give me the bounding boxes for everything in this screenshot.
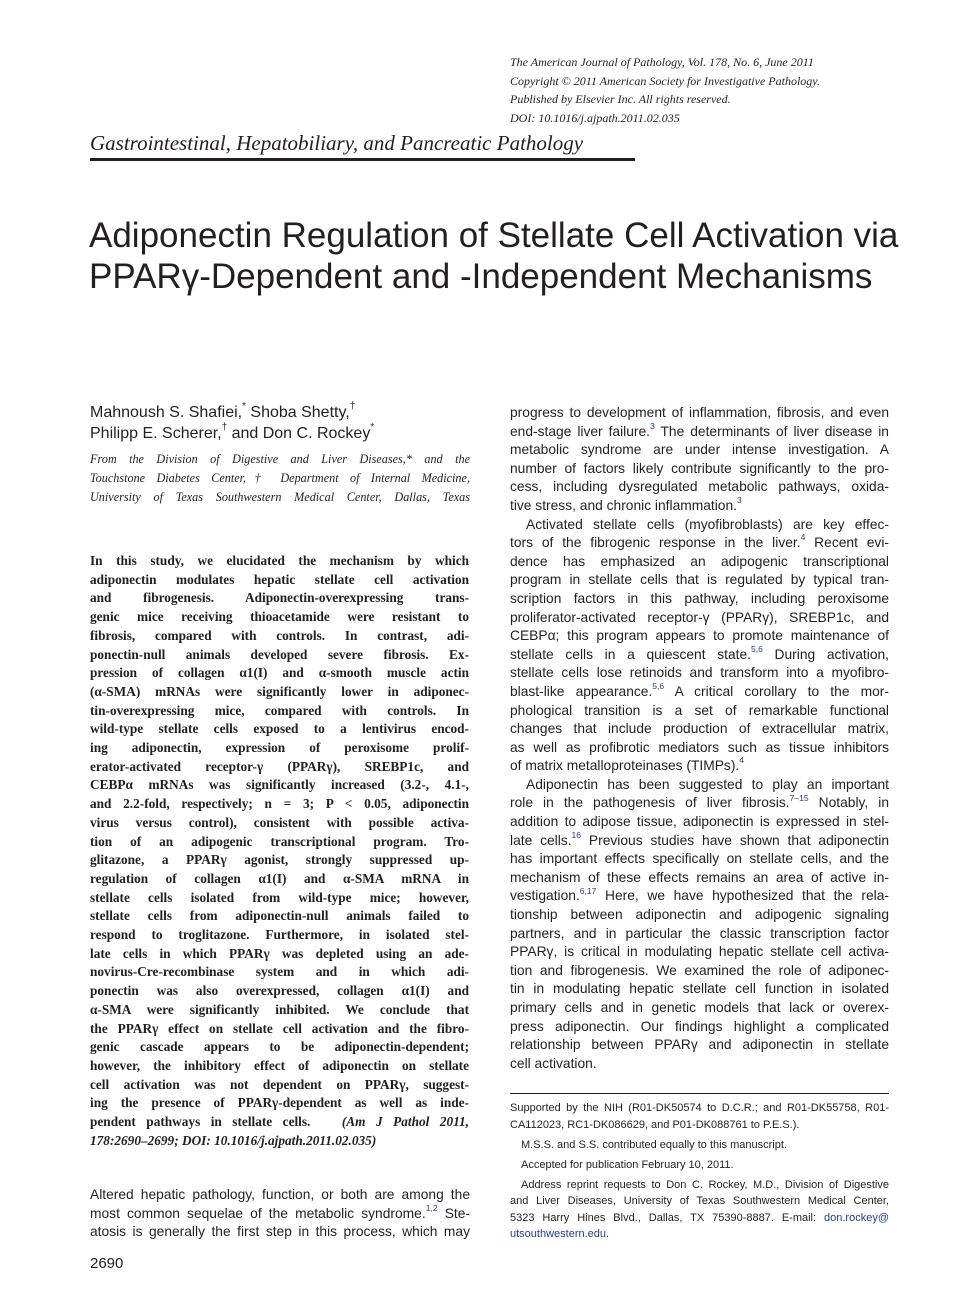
author-mark: † xyxy=(349,401,356,413)
body-line: Activated stellate cells (myofibroblasts) are key effec- xyxy=(526,516,889,532)
footnote-address-cont xyxy=(510,1210,889,1227)
body-line: scription factors in this pathway, including peroxisome xyxy=(510,590,889,606)
authors-line-2 xyxy=(90,423,490,444)
text-run: 5323 Harry Hines Blvd., Dallas, TX 75390-8887. E-mail: xyxy=(510,1211,825,1224)
text-run: stellate cells in a quiescent state. xyxy=(510,646,751,662)
footnote-address-cont: and Liver Diseases, University of Texas Southwestern Medical Center, xyxy=(510,1195,889,1207)
body-line: cell activation. xyxy=(510,1055,597,1071)
abstract-line: novirus-Cre-recombinase system and in which adi- xyxy=(90,964,469,980)
abstract-line xyxy=(90,1113,469,1132)
authors-line-1 xyxy=(90,402,490,423)
body-line: PPARγ, is critical in modulating hepatic stellate cell activa- xyxy=(510,944,889,960)
abstract-line: respond to troglitazone. Furthermore, in isolated stel- xyxy=(90,927,469,943)
abstract-line: pression of collagen α1(I) and α-smooth muscle actin xyxy=(90,665,469,681)
citation-ref[interactable]: 3 xyxy=(650,422,655,431)
citation-ref[interactable]: 4 xyxy=(739,757,745,766)
abstract xyxy=(90,552,469,1151)
abstract-line: (α-SMA) mRNAs were significantly lower in adiponec- xyxy=(90,683,469,699)
abstract-line: cell activation was not dependent on PPARγ, suggest- xyxy=(90,1076,469,1092)
body-line: stellate cells lose retinoids and transform into a myofibro- xyxy=(510,665,889,681)
abstract-line: ing adiponectin, expression of peroxisome prolif- xyxy=(90,740,469,756)
footnote-rule xyxy=(510,1093,889,1094)
body-line xyxy=(510,832,889,851)
body-line xyxy=(510,497,889,516)
abstract-line: and 2.2-fold, respectively; n = 3; P < 0.05, adiponectin xyxy=(90,796,469,812)
citation-ref[interactable]: 4 xyxy=(800,534,806,543)
author-rockey: and Don C. Rockey xyxy=(227,425,371,442)
abstract-line: genic mice receiving thioacetamide were resistant to xyxy=(90,609,469,625)
abstract-line: ing the presence of PPARγ-dependent as well as inde- xyxy=(90,1095,469,1111)
body-line: tionship between adiponectin and adipogenic signaling xyxy=(510,907,889,923)
abstract-line: and fibrogenesis. Adiponectin-overexpressing trans- xyxy=(90,590,469,606)
citation-ref[interactable]: 1,2 xyxy=(425,1204,438,1213)
abstract-line: stellate cells isolated from wild-type mice; however, xyxy=(90,889,469,905)
abstract-line-end: pendent pathways in stellate cells. xyxy=(90,1114,311,1130)
journal-citation: The American Journal of Pathology, Vol. 178, No. 6, June 2011 xyxy=(510,55,814,69)
text-run: end-stage liver failure. xyxy=(510,423,651,439)
author-shafiei: Mahnoush S. Shafiei, xyxy=(90,404,243,421)
body-line xyxy=(510,794,889,813)
abstract-line: α-SMA were significantly inhibited. We conclude that xyxy=(90,1001,469,1017)
title-line-1: Adiponectin Regulation of Stellate Cell Activation via xyxy=(89,216,899,255)
abstract-line: tin-overexpressing mice, compared with controls. In xyxy=(90,702,469,718)
body-line xyxy=(510,646,889,665)
text-run: blast-like appearance. xyxy=(510,683,653,699)
body-line: Altered hepatic pathology, function, or both are among the xyxy=(90,1187,470,1202)
abstract-line: tion of an adipogenic transcriptional program. Tro- xyxy=(90,833,469,849)
citation-ref[interactable]: 16 xyxy=(571,831,582,840)
citation-ref[interactable]: 5,6 xyxy=(652,682,665,692)
author-mark: * xyxy=(370,422,375,434)
body-line: tion and fibrogenesis. We examined the role of adiponec- xyxy=(510,962,889,978)
journal-info xyxy=(510,53,950,127)
footnote-equal: M.S.S. and S.S. contributed equally to this manuscript. xyxy=(521,1138,787,1151)
body-line: Adiponectin has been suggested to play an important xyxy=(526,776,889,792)
footnote-address-cont xyxy=(510,1226,889,1243)
abstract-line: CEBPα mRNAs was significantly increased (3.2-, 4.1-, xyxy=(90,777,469,793)
affiliations xyxy=(90,450,470,507)
text-run: The determinants of liver disease in xyxy=(654,423,889,439)
abstract-line: virus versus control), consistent with possible activa- xyxy=(90,814,469,830)
citation-ref[interactable]: 5,6 xyxy=(750,645,763,654)
abstract-line: the PPARγ effect on stellate cell activation and the fibro- xyxy=(90,1020,469,1036)
body-line: addition to adipose tissue, adiponectin is expressed in stel- xyxy=(510,814,889,830)
text-run: tive stress, and chronic inflammation. xyxy=(510,497,737,513)
body-line: mechanism of these effects remains an area of active in- xyxy=(510,869,889,885)
body-line: has important effects specifically on stellate cells, and the xyxy=(510,851,889,867)
text-run: During activation, xyxy=(762,646,889,662)
journal-doi: DOI: 10.1016/j.ajpath.2011.02.035 xyxy=(510,110,680,125)
abstract-line: however, the inhibitory effect of adiponectin on stellate xyxy=(90,1057,469,1073)
page-number: 2690 xyxy=(90,1255,124,1272)
body-line: phological transition is a set of remarkable functional xyxy=(510,702,889,718)
abstract-line: glitazone, a PPARγ agonist, strongly suppressed up- xyxy=(90,852,469,868)
body-line: dence has emphasized an adipogenic transcriptional xyxy=(510,553,889,569)
article-title xyxy=(89,215,929,297)
title-line-2: PPARγ-Dependent and -Independent Mechanisms xyxy=(89,257,873,296)
text-run: most common sequelae of the metabolic syndrome. xyxy=(90,1205,426,1221)
body-line xyxy=(510,683,889,702)
footnote-address: Address reprint requests to Don C. Rockey, M.D., Division of Digestive xyxy=(521,1178,889,1191)
citation-ref[interactable]: 3 xyxy=(736,496,742,506)
footnote-accepted: Accepted for publication February 10, 2011. xyxy=(521,1158,734,1171)
body-line: progress to development of inflammation, fibrosis, and even xyxy=(510,405,889,420)
text-run: . xyxy=(606,1228,610,1240)
intro-paragraph xyxy=(90,1186,470,1242)
body-line: tin in modulating hepatic stellate cell function in isolated xyxy=(510,981,889,997)
body-line xyxy=(510,534,889,553)
body-line: atosis is generally the first step in this process, which may xyxy=(90,1224,470,1240)
abstract-line: regulation of collagen α1(I) and α-SMA mRNA in xyxy=(90,870,469,886)
body-line xyxy=(510,887,889,906)
body-line: program in stellate cells that is regulated by typical tran- xyxy=(510,572,889,588)
affiliation-line: University of Texas Southwestern Medical Center, Dallas, Texas xyxy=(90,490,470,504)
right-column-text xyxy=(510,404,889,1073)
text-run: Ste- xyxy=(437,1205,470,1221)
body-line xyxy=(510,423,889,442)
abstract-line: stellate cells from adiponectin-null animals failed to xyxy=(90,908,469,924)
abstract-line xyxy=(90,1132,469,1151)
affiliation-line: Touchstone Diabetes Center,† Department of Internal Medicine, xyxy=(90,471,470,485)
abstract-line: wild-type stellate cells exposed to a lentivirus encod- xyxy=(90,721,469,737)
text-run: A critical corollary to the mor- xyxy=(664,683,889,699)
journal-copyright: Copyright © 2011 American Society for Investigative Pathology. xyxy=(510,73,820,88)
abstract-line: erator-activated receptor-γ (PPARγ), SREBP1c, and xyxy=(90,758,469,774)
body-line xyxy=(510,757,889,776)
citation-ref[interactable]: 6,17 xyxy=(579,887,597,896)
text-run: late cells. xyxy=(510,832,572,848)
abstract-line: ponectin was also overexpressed, collagen α1(I) and xyxy=(90,983,469,999)
author-mark: * xyxy=(242,401,246,413)
abstract-line: ponectin-null animals developed severe fibrosis. Ex- xyxy=(90,646,469,662)
text-run: role in the pathogenesis of liver fibrosis. xyxy=(510,795,790,811)
author-shetty: Shoba Shetty, xyxy=(245,404,350,421)
text-run: Here, we have hypothesized that the rela- xyxy=(596,888,889,904)
body-line xyxy=(90,1205,470,1224)
body-line: cess, including dysregulated metabolic pathways, oxida- xyxy=(510,479,889,495)
text-run: vestigation. xyxy=(510,888,580,904)
footnote-support-cont: CA112023, RC1-DK086629, and P01-DK088761 to P.E.S.). xyxy=(510,1118,800,1131)
email-link-cont[interactable]: utsouthwestern.edu xyxy=(510,1228,607,1240)
text-run: tors of the fibrogenic response in the liver. xyxy=(510,535,801,551)
author-mark: † xyxy=(221,422,228,434)
footnotes xyxy=(510,1100,889,1243)
author-scherer: Philipp E. Scherer, xyxy=(90,425,222,442)
affiliation-line: From the Division of Digestive and Liver Diseases,* and the xyxy=(90,452,470,466)
footnote-support: Supported by the NIH (R01-DK50574 to D.C.R.; and R01-DK55758, R01- xyxy=(510,1102,889,1114)
body-line: as well as profibrotic mediators such as tissue inhibitors xyxy=(510,739,889,755)
body-line: CEBPα; this program appears to promote maintenance of xyxy=(510,628,889,644)
abstract-line: In this study, we elucidated the mechanism by which xyxy=(90,553,469,568)
text-run: of matrix metalloproteinases (TIMPs). xyxy=(510,758,740,774)
text-run: Recent evi- xyxy=(805,535,889,551)
text-run: Previous studies have shown that adiponectin xyxy=(581,832,889,848)
body-line: proliferator-activated receptor-γ (PPARγ), SREBP1c, and xyxy=(510,609,889,625)
text-run: Notably, in xyxy=(808,795,889,811)
citation-ref[interactable]: 7–15 xyxy=(789,794,809,803)
email-link[interactable]: don.rockey@ xyxy=(824,1211,889,1224)
section-heading: Gastrointestinal, Hepatobiliary, and Pancreatic Pathology xyxy=(90,131,584,155)
body-line: changes that include production of extracellular matrix, xyxy=(510,721,889,737)
body-line: press adiponectin. Our findings highlight a complicated xyxy=(510,1018,889,1034)
abstract-line: adiponectin modulates hepatic stellate cell activation xyxy=(90,571,469,587)
author-list xyxy=(90,402,490,444)
body-line: primary cells and in genetic models that lack or overex- xyxy=(510,1000,889,1015)
journal-publisher: Published by Elsevier Inc. All rights reserved. xyxy=(510,92,731,107)
body-line: number of factors likely contribute significantly to the pro- xyxy=(510,460,889,476)
abstract-citation-cont: 178:2690–2699; DOI: 10.1016/j.ajpath.2011.02.035) xyxy=(90,1132,377,1148)
abstract-line: genic cascade appears to be adiponectin-dependent; xyxy=(90,1039,469,1055)
body-line: partners, and in particular the classic transcription factor xyxy=(510,925,889,941)
abstract-line: late cells in which PPARγ was depleted using an ade- xyxy=(90,945,469,961)
abstract-citation: (Am J Pathol 2011, xyxy=(341,1114,469,1130)
abstract-line: fibrosis, compared with controls. In contrast, adi- xyxy=(90,627,469,643)
body-line: relationship between PPARγ and adiponectin in stellate xyxy=(510,1037,889,1053)
section-rule xyxy=(90,158,635,161)
body-line: metabolic syndrome are under intense investigation. A xyxy=(510,442,889,458)
